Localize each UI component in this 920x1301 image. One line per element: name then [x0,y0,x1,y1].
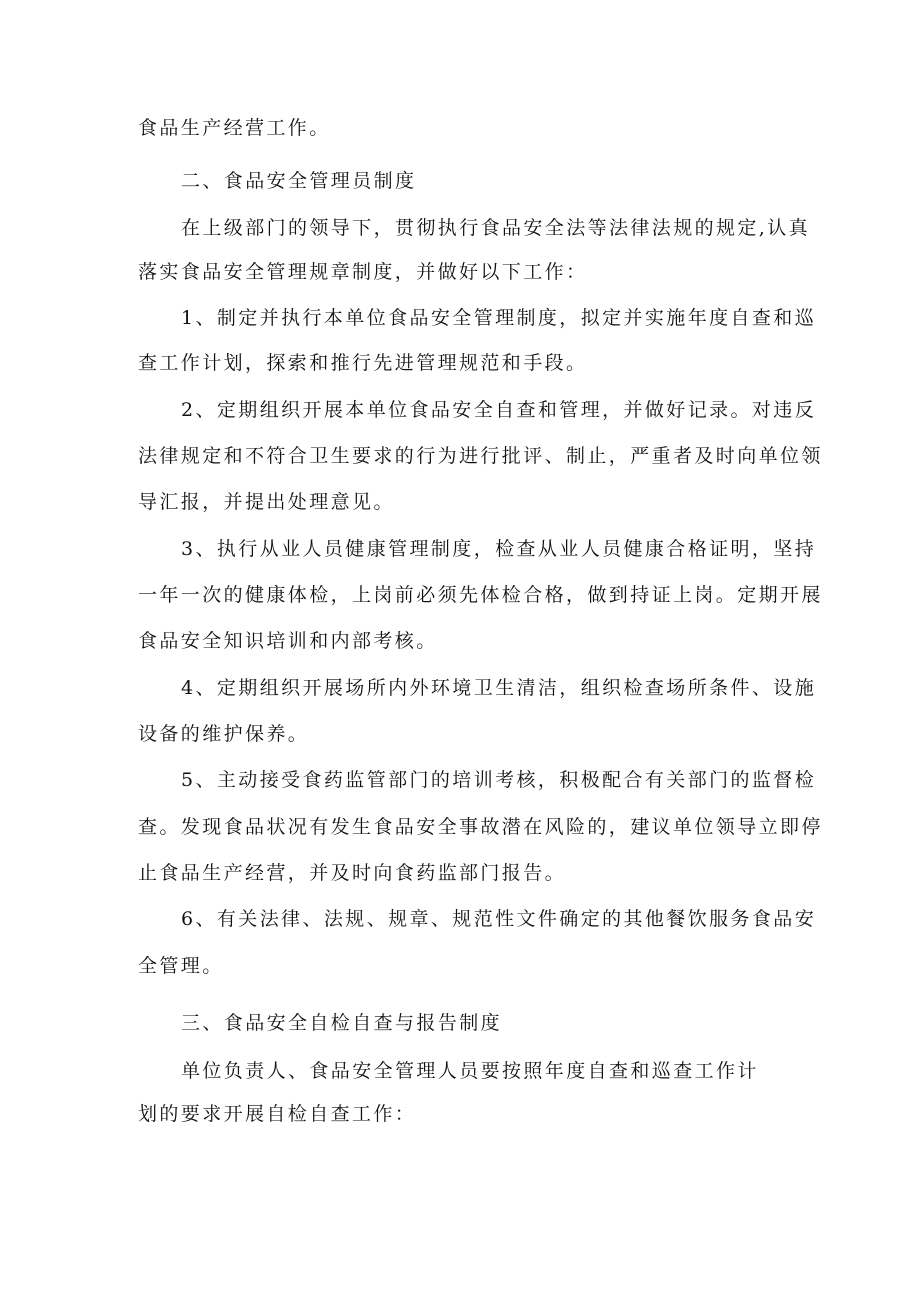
text-line: 划的要求开展自检自查工作： [138,1103,417,1125]
list-item-5-line: 止食品生产经营，并及时向食药监部门报告。 [138,862,567,884]
list-item-4-line: 4、定期组织开展场所内外环境卫生清洁，组织检查场所条件、设施 [181,677,817,699]
section-heading: 三、食品安全自检自查与报告制度 [181,1012,503,1034]
list-item-1-line: 1、制定并执行本单位食品安全管理制度，拟定并实施年度自查和巡 [181,307,817,329]
list-item-3-line: 3、执行从业人员健康管理制度，检查从业人员健康合格证明，坚持 [181,538,817,560]
list-item-3-line: 一年一次的健康体检，上岗前必须先体检合格，做到持证上岗。定期开展 [138,584,823,606]
list-item-4-line: 设备的维护保养。 [138,723,310,745]
list-item-5-line: 5、主动接受食药监管部门的培训考核，积极配合有关部门的监督检 [181,769,817,791]
text-line: 在上级部门的领导下，贯彻执行食品安全法等法律法规的规定,认真 [181,217,811,239]
list-item-3-line: 食品安全知识培训和内部考核。 [138,630,438,652]
list-item-6-line: 6、有关法律、法规、规章、规范性文件确定的其他餐饮服务食品安 [181,908,817,930]
list-item-5-line: 查。发现食品状况有发生食品安全事故潜在风险的，建议单位领导立即停 [138,816,823,838]
list-item-2-line: 导汇报，并提出处理意见。 [138,491,395,513]
text-line: 食品生产经营工作。 [138,117,331,139]
section-heading: 二、食品安全管理员制度 [181,170,417,192]
text-line: 单位负责人、食品安全管理人员要按照年度自查和巡查工作计 [181,1060,759,1082]
list-item-2-line: 2、定期组织开展本单位食品安全自查和管理，并做好记录。对违反 [181,399,817,421]
list-item-2-line: 法律规定和不符合卫生要求的行为进行批评、制止，严重者及时向单位领 [138,445,823,467]
list-item-1-line: 查工作计划，探索和推行先进管理规范和手段。 [138,352,588,374]
list-item-6-line: 全管理。 [138,955,224,977]
text-line: 落实食品安全管理规章制度，并做好以下工作： [138,261,588,283]
